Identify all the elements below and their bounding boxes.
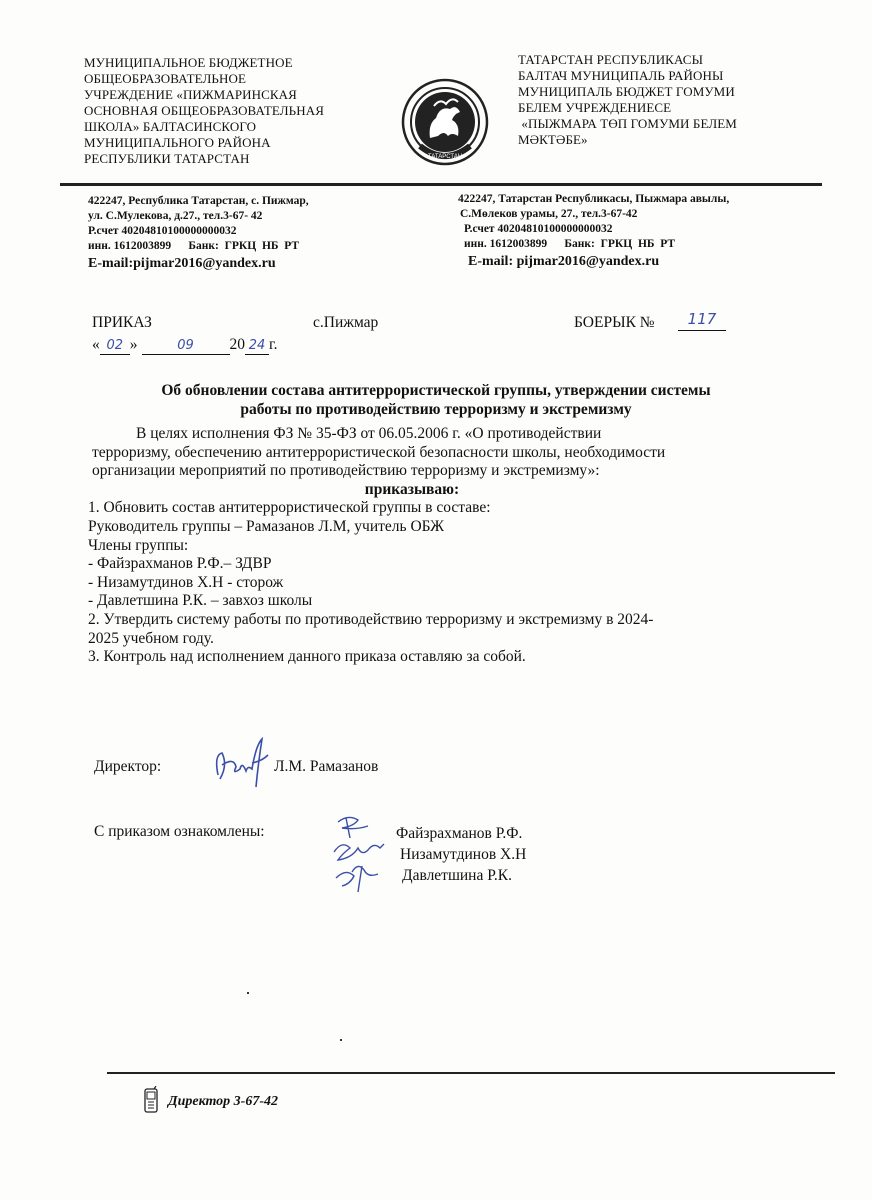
acquainted-label: С приказом ознакомлены: (94, 823, 265, 840)
group-leader: Руководитель группы – Рамазанов Л.М, учитель ОБЖ (88, 517, 445, 535)
date-day-field (100, 336, 130, 355)
address-right-email: E-mail: pijmar2016@yandex.ru (468, 254, 660, 269)
header-left-line: МУНИЦИПАЛЬНОЕ БЮДЖЕТНОЕ (84, 55, 293, 70)
address-left-line: ул. С.Мулекова, д.27., тел.3-67- 42 (88, 210, 263, 222)
header-left-line: ШКОЛА» БАЛТАСИНСКОГО (84, 119, 257, 134)
header-left-line: РЕСПУБЛИКИ ТАТАРСТАН (84, 151, 250, 166)
date-year-end: г. (269, 336, 278, 353)
address-left-line: 422247, Республика Татарстан, с. Пижмар, (88, 195, 309, 207)
address-left-email: E-mail:pijmar2016@yandex.ru (88, 256, 276, 271)
date-month: 09 (177, 338, 194, 353)
paragraph-2a: 2. Утвердить систему работы по противодействию терроризму и экстремизму в 2024- (88, 610, 654, 628)
header-left-line: ОБЩЕОБРАЗОВАТЕЛЬНОЕ (84, 71, 247, 86)
signature-icon (212, 735, 272, 790)
address-left-line: инн. 1612003899 Банк: ГРКЦ НБ РТ (88, 240, 300, 252)
header-right-line: «ПЫЖМАРА ТӨП ГОМУМИ БЕЛЕМ (518, 116, 737, 131)
address-right-line: Р.счет 40204810100000000032 (464, 223, 613, 235)
date-open-quote: « (92, 336, 100, 353)
order-title: ПРИКАЗ (92, 314, 152, 331)
member-2: - Низамутдинов Х.Н - сторож (88, 573, 284, 591)
acquainted-name: Низамутдинов Х.Н (400, 846, 527, 863)
document-body (88, 425, 812, 667)
footer-phone: Директор 3-67-42 (168, 1094, 279, 1109)
header-left-line: ОСНОВНАЯ ОБЩЕОБРАЗОВАТЕЛЬНАЯ (84, 103, 324, 118)
order-number (678, 310, 726, 331)
document-title (0, 382, 872, 420)
date-year-field (245, 336, 269, 355)
signatures-icon (328, 812, 396, 894)
paragraph-1: 1. Обновить состав антитеррористической группы в составе: (88, 499, 491, 517)
order-date (92, 336, 277, 355)
address-right-line: С.Мөлеков урамы, 27., тел.3-67-42 (460, 208, 638, 220)
date-year-prefix: 20 (229, 336, 245, 353)
address-right-line: 422247, Татарстан Республикасы, Пыжмара авылы, (458, 193, 730, 205)
director-signature (212, 735, 272, 795)
acquainted-list (396, 823, 526, 886)
director-name: Л.М. Рамазанов (274, 758, 379, 775)
header-left (84, 55, 324, 167)
director-label: Директор: (94, 758, 162, 775)
footer-divider (107, 1072, 835, 1074)
header-right-line: БАЛТАЧ МУНИЦИПАЛЬ РАЙОНЫ (518, 68, 724, 83)
date-close-quote: » (129, 336, 138, 353)
acquainted-signatures (328, 812, 396, 899)
address-right-line: инн. 1612003899 Банк: ГРКЦ НБ РТ (464, 238, 676, 250)
member-1: - Файзрахманов Р.Ф.– ЗДВР (88, 555, 272, 573)
intro-line-2: терроризму, обеспечению антитеррористической безопасности школы, необходимости (92, 443, 666, 461)
speck (340, 1039, 342, 1041)
title-line-1: Об обновлении состава антитеррористической группы, утверждении системы (161, 382, 711, 399)
address-left-line: Р.счет 40204810100000000032 (88, 225, 237, 237)
date-year: 24 (248, 338, 266, 353)
order-number-value: 117 (687, 310, 717, 328)
header-left-line: УЧРЕЖДЕНИЕ «ПИЖМАРИНСКАЯ (84, 87, 297, 102)
header-divider (60, 183, 822, 186)
intro-line-3: организации мероприятий по противодействию терроризму и экстремизму»: (92, 462, 600, 480)
speck (247, 992, 249, 994)
header-right-line: МӘКТӘБЕ» (518, 132, 588, 147)
address-left (88, 194, 309, 273)
mobile-phone-icon (142, 1086, 160, 1114)
order-place: с.Пижмар (313, 314, 379, 331)
header-right-line: БЕЛЕМ УЧРЕЖДЕНИЕСЕ (518, 100, 672, 115)
order-number-label: БОЕРЫК № (574, 314, 655, 331)
emblem-icon (400, 76, 490, 168)
footer-phone-icon (142, 1086, 160, 1119)
acquainted-name: Давлетшина Р.К. (402, 867, 513, 884)
paragraph-3: 3. Контроль над исполнением данного приказа оставляю за собой. (88, 648, 526, 666)
intro-line-1: В целях исполнения ФЗ № 35-ФЗ от 06.05.2006 г. «О противодействии (136, 425, 602, 442)
title-line-2: работы по противодействию терроризму и экстремизму (240, 400, 632, 418)
tatarstan-emblem (400, 76, 490, 168)
members-label: Члены группы: (88, 536, 189, 554)
header-right-line: ТАТАРСТАН РЕСПУБЛИКАСЫ (518, 52, 703, 67)
date-day: 02 (106, 338, 124, 353)
acquainted-name: Файзрахманов Р.Ф. (396, 825, 523, 842)
header-right-line: МУНИЦИПАЛЬ БЮДЖЕТ ГОМУМИ (518, 84, 735, 99)
date-month-field (142, 336, 230, 355)
address-right (458, 192, 729, 271)
header-left-line: МУНИЦИПАЛЬНОГО РАЙОНА (84, 135, 271, 150)
orders-word: приказываю: (364, 480, 460, 498)
member-3: - Давлетшина Р.К. – завхоз школы (88, 592, 313, 610)
paragraph-2b: 2025 учебном году. (88, 629, 214, 647)
header-right (518, 52, 737, 148)
emblem-text: ТАТАРСТАН (427, 154, 463, 160)
